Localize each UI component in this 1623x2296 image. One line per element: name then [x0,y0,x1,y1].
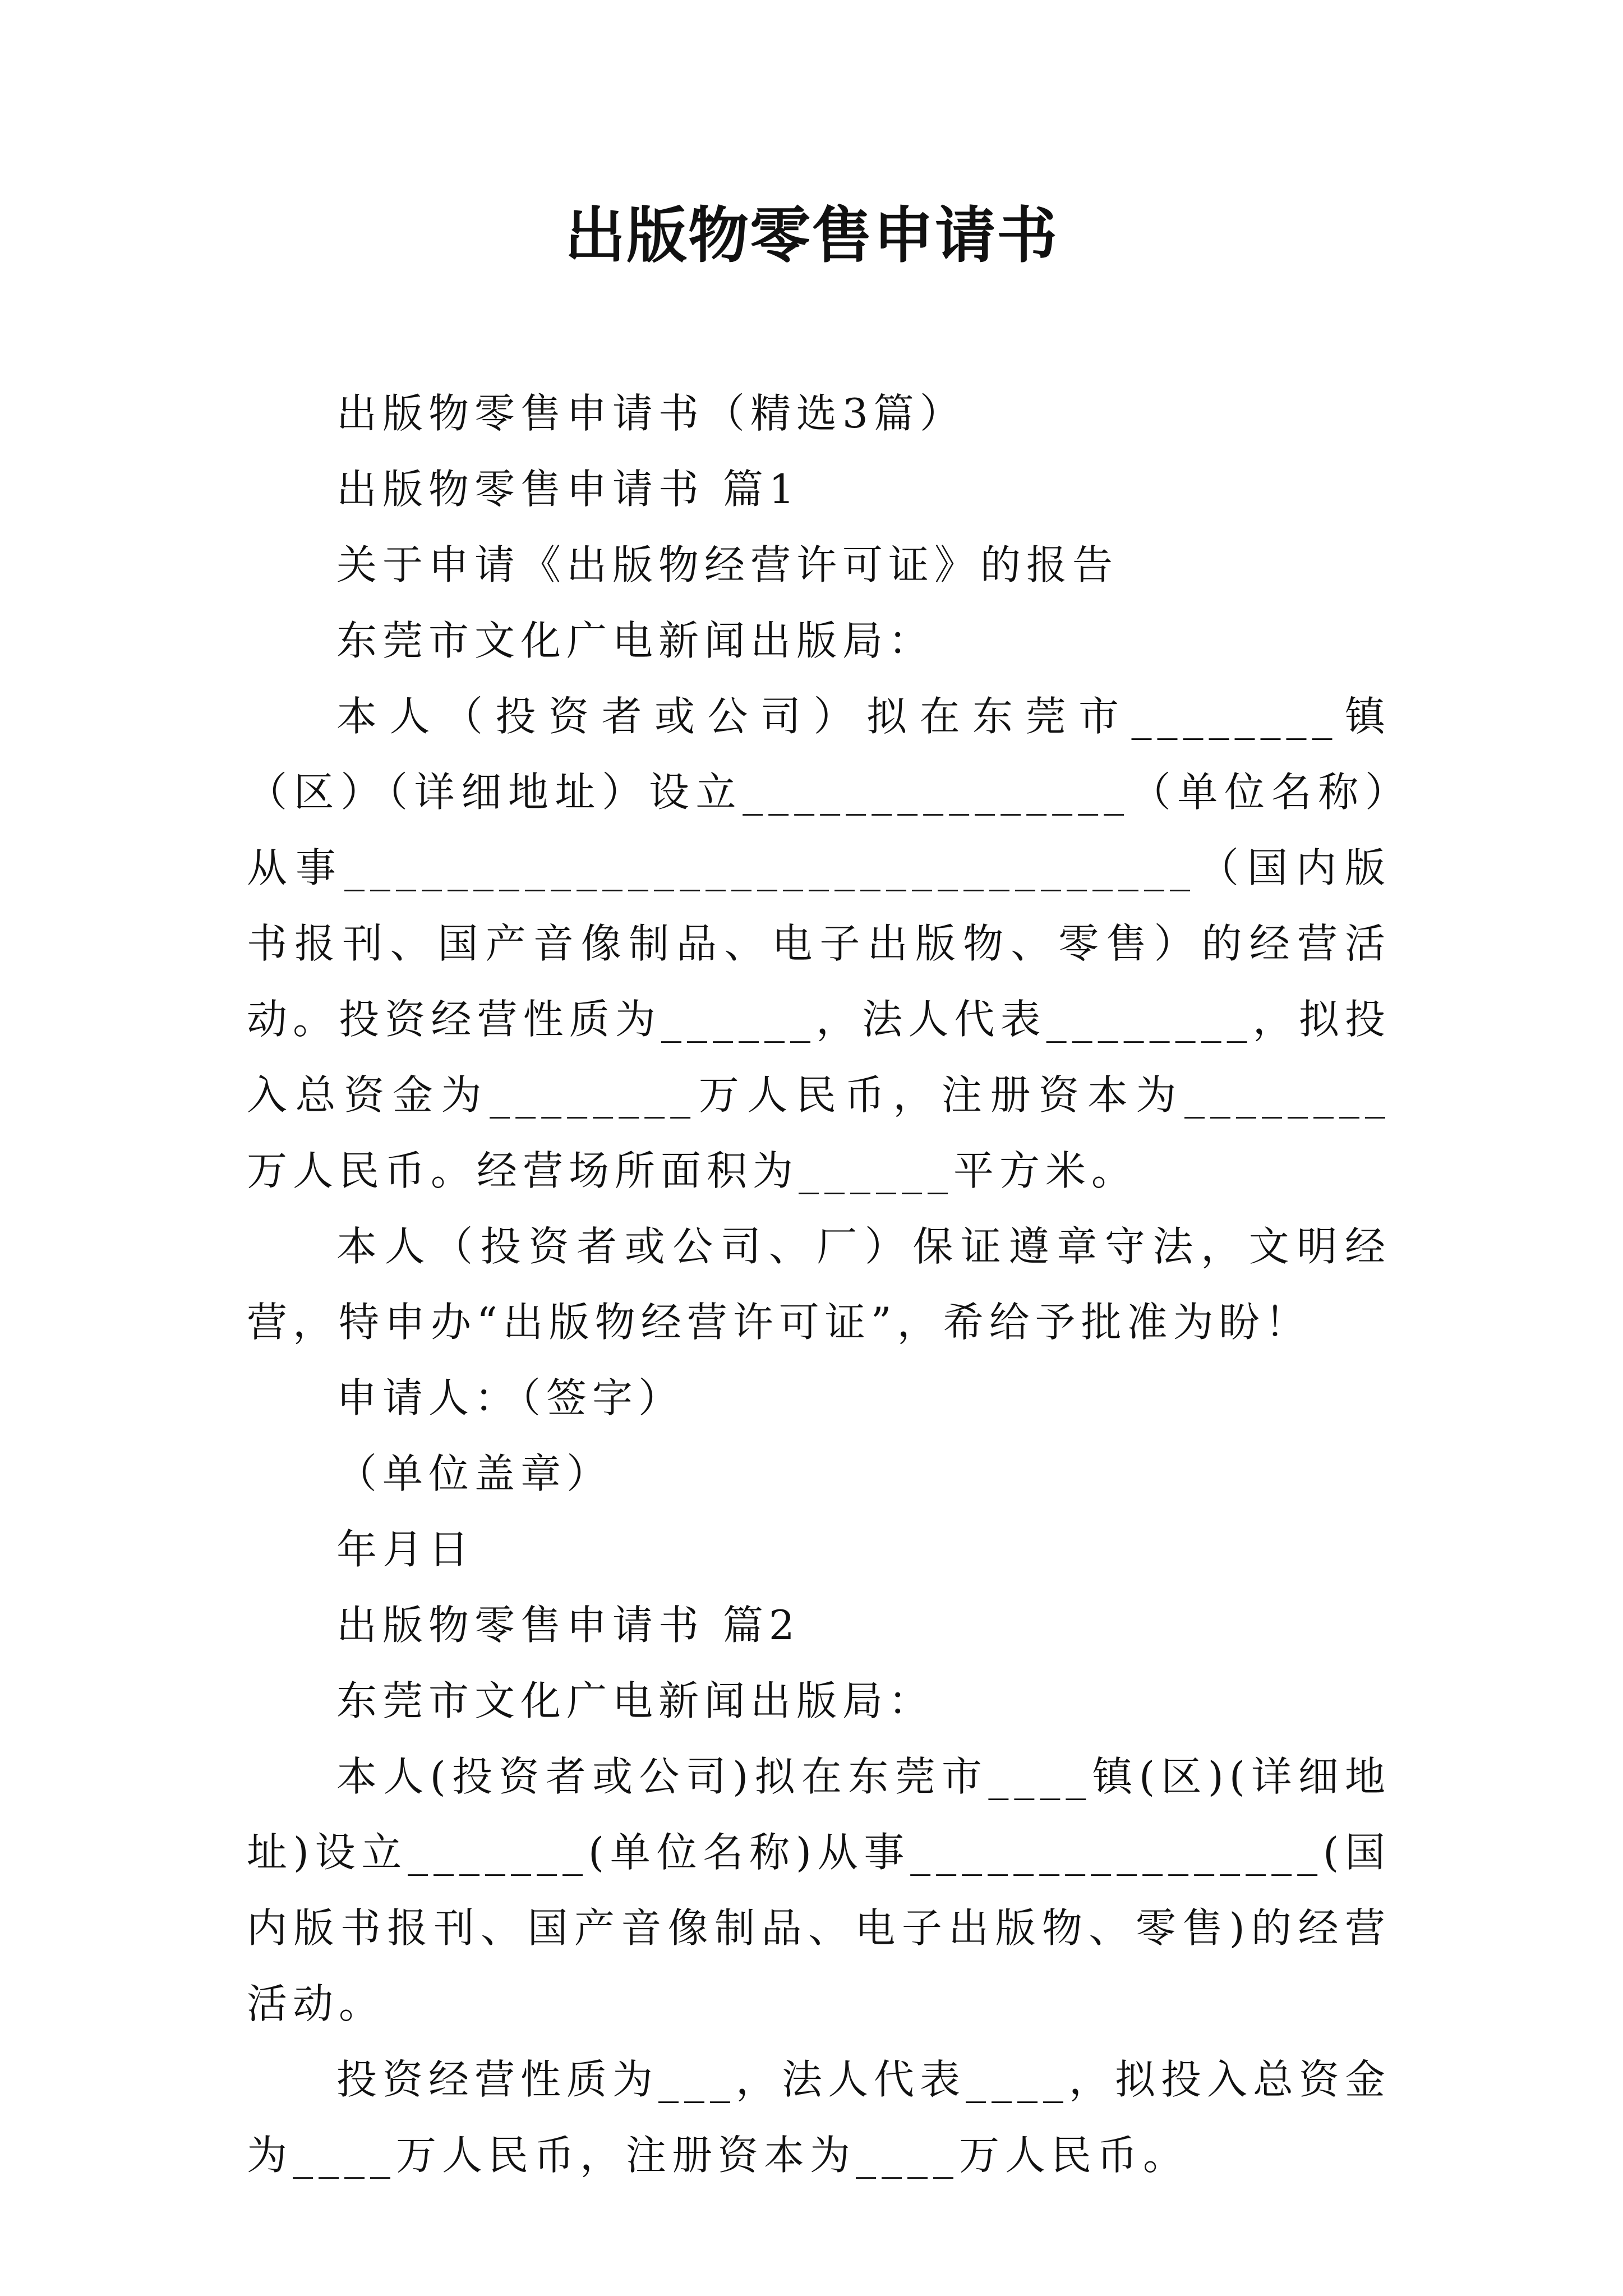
pledge-paragraph: 本人（投资者或公司、厂）保证遵章守法，文明经营，特申办“出版物经营许可证”，希给予批准为盼！ [247,1223,1391,1346]
salutation-1: 东莞市文化广电新闻出版局： [336,617,935,664]
salutation-2: 东莞市文化广电新闻出版局： [336,1677,935,1724]
subtitle-selection: 出版物零售申请书（精选3篇） [336,390,966,437]
section-heading-2: 出版物零售申请书 篇2 [336,1602,800,1649]
document-title: 出版物零售申请书 [564,200,1058,271]
date-line: 年月日 [336,1526,475,1573]
application-body-1: 本人（投资者或公司）拟在东莞市________镇（区）（详细地址）设立_______________（单位名称）从事_________________________________（国内版书报刊、国产音像制品、电子出版物、零售）的经营活动。投资经营性质为______，法人代表________，拟投入总资金为________万人民币，注册资本为________万人民币。经营场所面积为______平方米。 [247,693,1391,1194]
applicant-signature-line: 申请人：（签字） [336,1374,685,1421]
report-title: 关于申请《出版物经营许可证》的报告 [336,541,1119,588]
application-body-2: 本人(投资者或公司)拟在东莞市____镇(区)(详细地址)设立_______(单位名称)从事________________(国内版书报刊、国产音像制品、电子出版物、零售)的经营活动。 [247,1753,1391,2027]
section-heading-1: 出版物零售申请书 篇1 [336,466,800,513]
investment-paragraph-2: 投资经营性质为___，法人代表____，拟投入总资金为____万人民币，注册资本为____万人民币。 [247,2056,1391,2179]
unit-seal-line: （单位盖章） [336,1450,613,1497]
document-body [247,376,1391,2193]
